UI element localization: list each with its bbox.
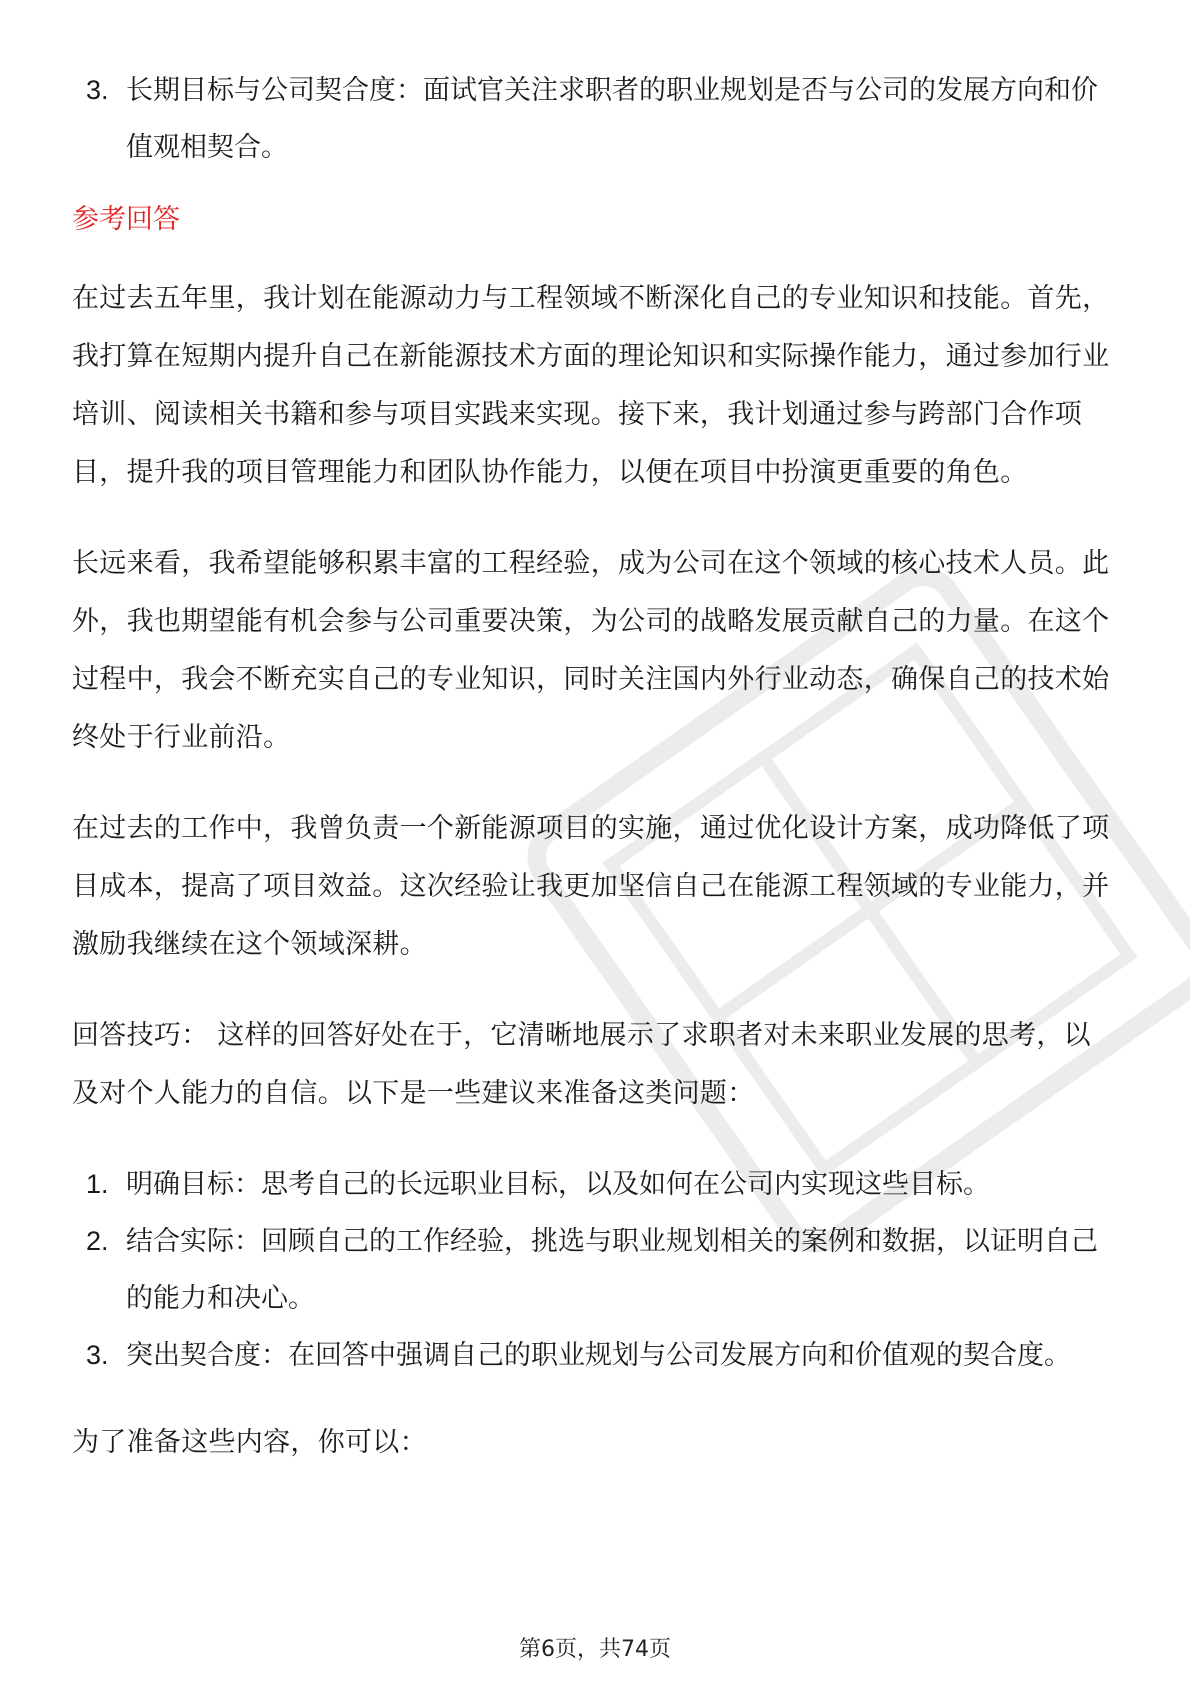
closing-paragraph: 为了准备这些内容，你可以： xyxy=(72,1427,427,1458)
list-item xyxy=(72,1213,1118,1327)
list-item-number: 2. xyxy=(86,1226,109,1256)
answer-paragraph-2: 长远来看，我希望能够积累丰富的工程经验，成为公司在这个领域的核心技术人员。此外，我也期望能有机会参与公司重要决策，为公司的战略发展贡献自己的力量。在这个过程中，我会不断充实自己的专业知识，同时关注国内外行业动态，确保自己的技术始终处于行业前沿。 xyxy=(72,548,1110,753)
list-item-number: 3. xyxy=(86,75,109,105)
document-content xyxy=(72,62,1118,1505)
list-item-text: 结合实际：回顾自己的工作经验，挑选与职业规划相关的案例和数据，以证明自己的能力和决心。 xyxy=(126,1226,1098,1314)
tips-intro-paragraph: 回答技巧： 这样的回答好处在于，它清晰地展示了求职者对未来职业发展的思考，以及对个人能力的自信。以下是一些建议来准备这类问题： xyxy=(72,1020,1091,1109)
answer-paragraph-3: 在过去的工作中，我曾负责一个新能源项目的实施，通过优化设计方案，成功降低了项目成本，提高了项目效益。这次经验让我更加坚信自己在能源工程领域的专业能力，并激励我继续在这个领域深耕。 xyxy=(72,813,1110,960)
list-item-number: 3. xyxy=(86,1340,109,1370)
answer-paragraph-1: 在过去五年里，我计划在能源动力与工程领域不断深化自己的专业知识和技能。首先，我打算在短期内提升自己在新能源技术方面的理论知识和实际操作能力，通过参加行业培训、阅读相关书籍和参与项目实践来实现。接下来，我计划通过参与跨部门合作项目，提升我的项目管理能力和团队协作能力，以便在项目中扮演更重要的角色。 xyxy=(72,283,1110,488)
list-item xyxy=(72,1327,1118,1384)
list-item-text: 长期目标与公司契合度：面试官关注求职者的职业规划是否与公司的发展方向和价值观相契合。 xyxy=(126,75,1098,163)
list-item xyxy=(72,62,1118,176)
criteria-list xyxy=(72,62,1118,176)
tips-list xyxy=(72,1156,1118,1384)
page-number-footer: 第6页，共74页 xyxy=(519,1637,671,1662)
list-item xyxy=(72,1156,1118,1213)
section-heading: 参考回答 xyxy=(72,204,180,235)
list-item-text: 明确目标：思考自己的长远职业目标，以及如何在公司内实现这些目标。 xyxy=(126,1169,990,1200)
list-item-number: 1. xyxy=(86,1169,109,1199)
list-item-text: 突出契合度：在回答中强调自己的职业规划与公司发展方向和价值观的契合度。 xyxy=(126,1340,1071,1371)
